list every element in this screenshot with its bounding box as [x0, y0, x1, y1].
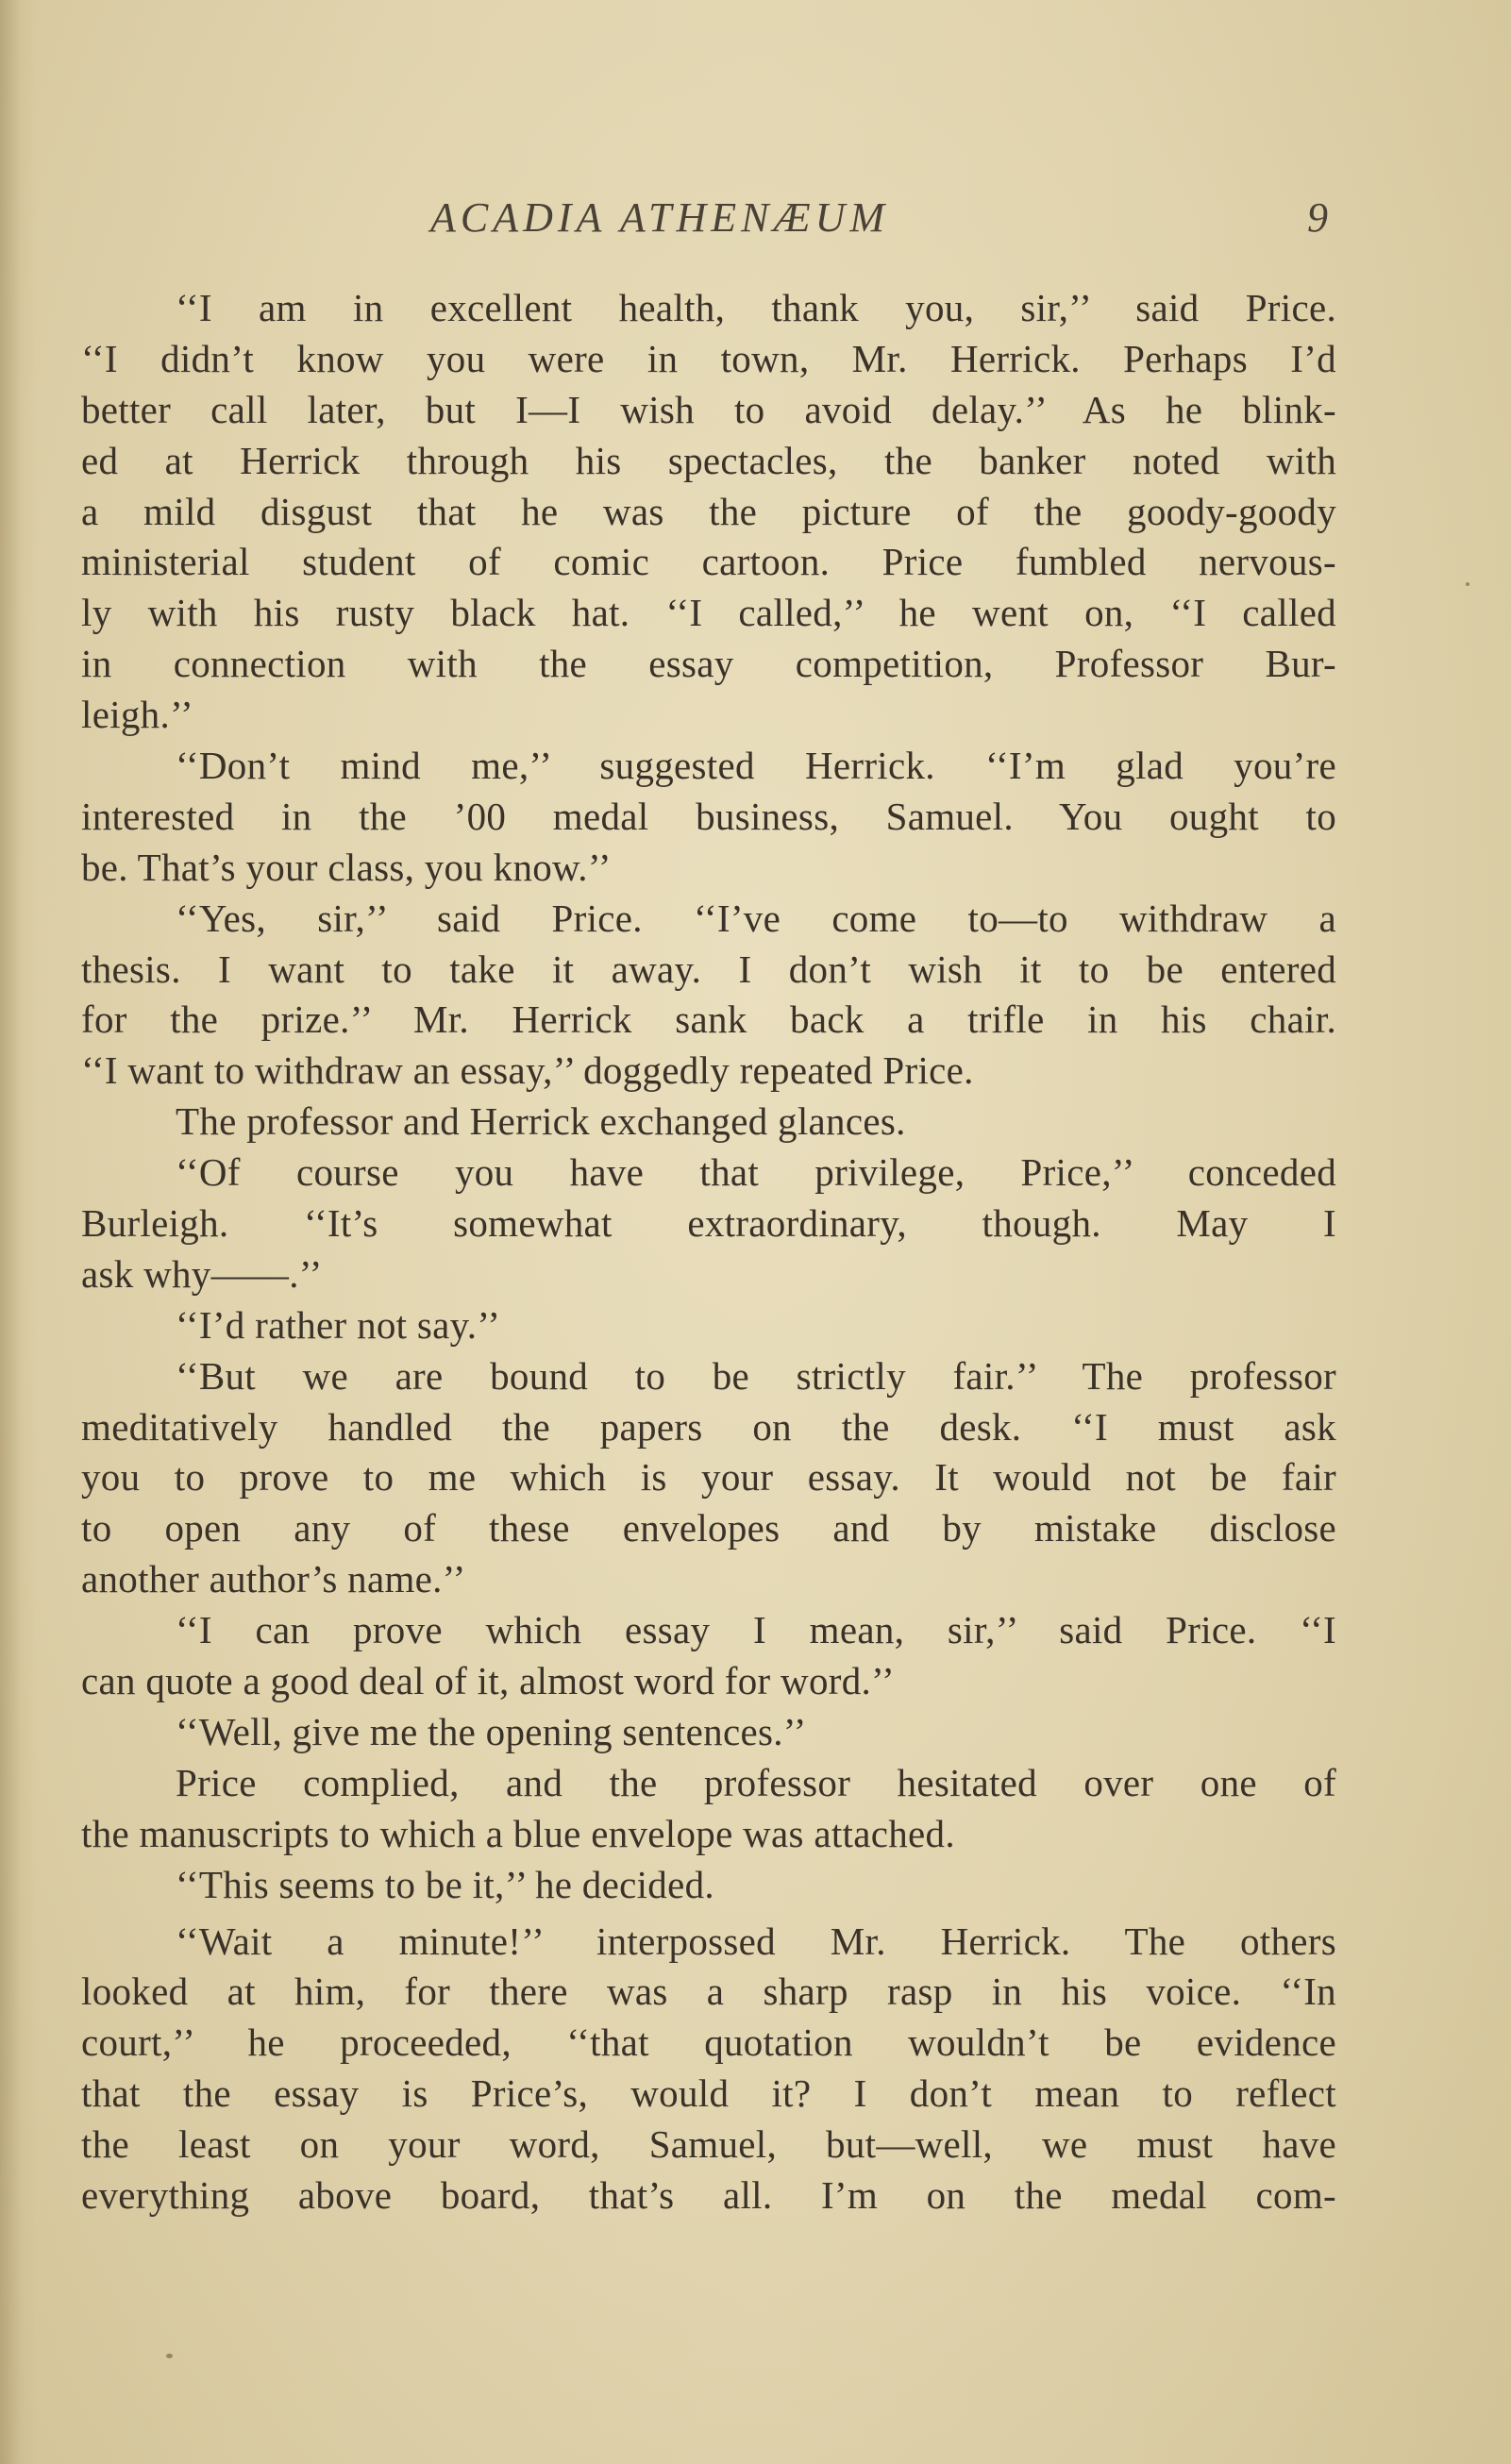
text-line: everything above board, that’s all. I’m on the medal com-	[81, 2172, 1336, 2217]
text-line: interested in the ’00 medal business, Samuel. You ought to	[81, 794, 1336, 838]
body-text	[81, 283, 1336, 2221]
text-line: ‘‘Don’t mind me,’’ suggested Herrick. ‘‘I’m glad you’re	[176, 744, 1336, 788]
text-line: ‘‘Yes, sir,’’ said Price. ‘‘I’ve come to—to withdraw a	[176, 896, 1336, 940]
text-line: for the prize.’’ Mr. Herrick sank back a trifle in his chair.	[81, 997, 1336, 1042]
page-header	[0, 193, 1511, 250]
text-line: Burleigh. ‘‘It’s somewhat extraordinary, though. May I	[81, 1201, 1336, 1246]
text-line: looked at him, for there was a sharp rasp in his voice. ‘‘In	[81, 1970, 1336, 2014]
text-line: ‘‘But we are bound to be strictly fair.’’ The professor	[176, 1353, 1336, 1398]
page-number: 9	[1307, 194, 1328, 241]
text-line: ‘‘Wait a minute!’’ interpossed Mr. Herrick. The others	[176, 1919, 1336, 1963]
text-line: leigh.’’	[81, 693, 193, 737]
text-line: ‘‘I want to withdraw an essay,’’ doggedly repeated Price.	[81, 1048, 974, 1093]
text-line: ‘‘I am in excellent health, thank you, sir,’’ said Price.	[176, 286, 1336, 329]
text-line: the least on your word, Samuel, but—well, we must have	[81, 2122, 1336, 2167]
text-line: meditatively handled the papers on the desk. ‘‘I must ask	[81, 1404, 1336, 1449]
text-line: another author’s name.’’	[81, 1557, 466, 1601]
text-line: ed at Herrick through his spectacles, the banker noted with	[81, 438, 1336, 482]
text-line: ‘‘This seems to be it,’’ he decided.	[176, 1862, 714, 1906]
text-line: better call later, but I—I wish to avoid delay.’’ As he blink-	[81, 387, 1336, 431]
text-line: a mild disgust that he was the picture of the goody-goody	[81, 489, 1336, 533]
text-line: can quote a good deal of it, almost word for word.’’	[81, 1659, 895, 1703]
text-line: that the essay is Price’s, would it? I don’t mean to reflect	[81, 2071, 1336, 2116]
paper-speck	[166, 2354, 173, 2358]
paper-speck	[1466, 582, 1469, 586]
text-line: Price complied, and the professor hesitated over one of	[176, 1760, 1336, 1804]
text-line: to open any of these envelopes and by mistake disclose	[81, 1506, 1336, 1550]
text-line: ‘‘Of course you have that privilege, Price,’’ conceded	[176, 1150, 1336, 1195]
text-line: ‘‘I can prove which essay I mean, sir,’’ said Price. ‘‘I	[176, 1608, 1336, 1652]
text-line: ministerial student of comic cartoon. Price fumbled nervous-	[81, 540, 1336, 584]
text-line: you to prove to me which is your essay. It would not be fair	[81, 1455, 1336, 1500]
text-line: ‘‘I’d rather not say.’’	[176, 1302, 501, 1347]
text-line: court,’’ he proceeded, ‘‘that quotation wouldn’t be evidence	[81, 2020, 1336, 2065]
text-line: ask why——.’’	[81, 1251, 323, 1296]
text-line: the manuscripts to which a blue envelope was attached.	[81, 1811, 955, 1855]
text-line: in connection with the essay competition, Professor Bur-	[81, 642, 1336, 686]
text-line: ‘‘Well, give me the opening sentences.’’	[176, 1709, 807, 1753]
running-title: ACADIA ATHENÆUM	[430, 194, 890, 241]
text-line: be. That’s your class, you know.’’	[81, 845, 612, 889]
text-line: The professor and Herrick exchanged glances.	[176, 1099, 906, 1144]
text-line: thesis. I want to take it away. I don’t wish it to be entered	[81, 947, 1336, 991]
text-line: ly with his rusty black hat. ‘‘I called,’’ he went on, ‘‘I called	[81, 591, 1336, 635]
text-line: ‘‘I didn’t know you were in town, Mr. Herrick. Perhaps I’d	[81, 336, 1336, 380]
